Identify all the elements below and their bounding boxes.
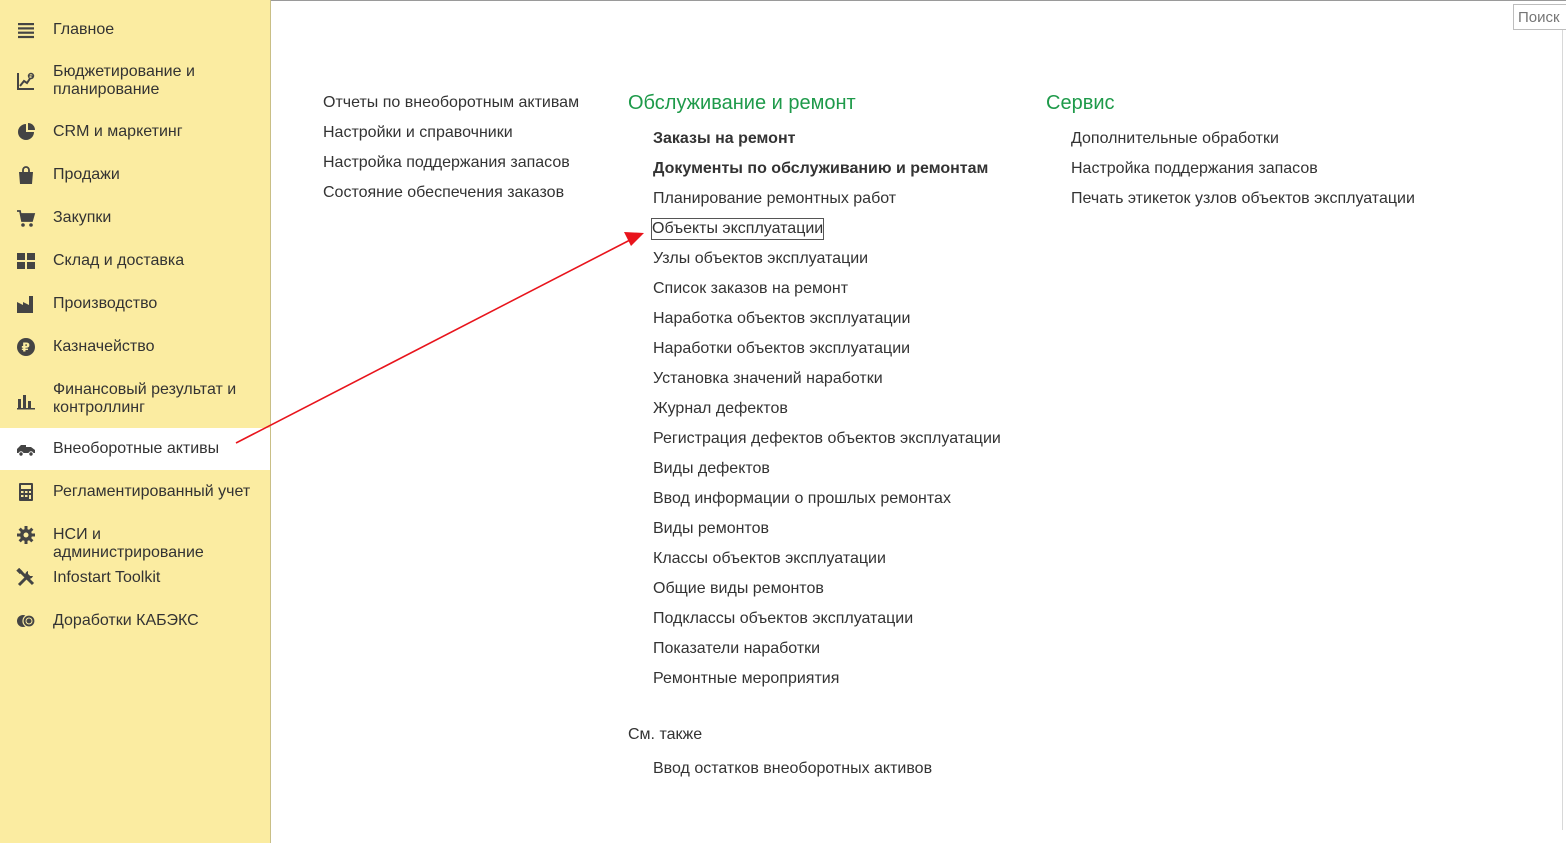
sidebar-item-label: Казначейство [53,338,155,355]
sidebar-item-label: Бюджетирование и планирование [53,63,195,98]
link-operating-time[interactable]: Наработка объектов эксплуатации [653,310,911,327]
sidebar-item-financial-result[interactable] [0,373,270,425]
link-service-stock-settings[interactable]: Настройка поддержания запасов [1071,160,1318,177]
link-repair-order-list[interactable]: Список заказов на ремонт [653,280,849,297]
sidebar-item-label: Закупки [53,209,112,226]
sidebar-item-label: Доработки КАБЭКС [53,612,199,629]
sidebar-item-label: Регламентированный учет [53,483,251,500]
sidebar-item-label: Внеоборотные активы [53,440,220,457]
link-settings-and-catalogs[interactable]: Настройки и справочники [323,124,513,141]
link-repair-orders[interactable]: Заказы на ремонт [653,130,796,147]
link-defect-journal[interactable]: Журнал дефектов [653,400,788,417]
link-operation-object-units[interactable]: Узлы объектов эксплуатации [653,250,869,267]
sidebar-item-regulated-accounting[interactable] [0,476,270,508]
link-maintenance-documents[interactable]: Документы по обслуживанию и ремонтам [653,160,989,177]
shopping-cart-icon [15,207,37,229]
link-set-operating-values[interactable]: Установка значений наработки [653,370,883,387]
truck-icon [15,438,37,460]
section-title-maintenance: Обслуживание и ремонт [628,92,856,114]
sidebar-item-label: Склад и доставка [53,252,185,269]
warehouse-grid-icon [15,250,37,272]
calculator-icon [15,481,37,503]
link-repair-activities[interactable]: Ремонтные мероприятия [653,670,840,687]
link-object-classes[interactable]: Классы объектов эксплуатации [653,550,886,567]
bar-chart-icon [15,389,37,411]
sidebar-item-label: Главное [53,21,115,38]
link-defect-registration[interactable]: Регистрация дефектов объектов эксплуатации [653,430,1001,447]
sidebar-item-treasury[interactable] [0,331,270,363]
budget-chart-icon [15,70,37,92]
link-order-provision-state[interactable]: Состояние обеспечения заказов [323,184,565,201]
pie-chart-icon [15,121,37,143]
sidebar-item-main[interactable] [0,14,270,46]
svg-text:₽: ₽ [29,74,33,80]
sidebar-item-budgeting[interactable] [0,56,270,106]
sidebar-item-production[interactable] [0,288,270,320]
tools-icon [15,567,37,589]
sidebar-item-kabeks[interactable] [0,605,270,637]
ruble-coin-icon [15,336,37,358]
link-operating-times[interactable]: Наработки объектов эксплуатации [653,340,911,357]
content-right-edge [1562,30,1563,830]
link-stock-maintenance-settings[interactable]: Настройка поддержания запасов [323,154,570,171]
link-additional-processing[interactable]: Дополнительные обработки [1071,130,1279,147]
link-defect-types[interactable]: Виды дефектов [653,460,770,477]
top-border [271,0,1566,1]
sidebar-item-infostart-toolkit[interactable] [0,562,270,594]
link-repair-planning[interactable]: Планирование ремонтных работ [653,190,897,207]
svg-text:₽: ₽ [21,340,30,355]
link-fixed-assets-balances[interactable]: Ввод остатков внеоборотных активов [653,760,933,777]
link-past-repairs-input[interactable]: Ввод информации о прошлых ремонтах [653,490,951,507]
shopping-bag-icon [15,164,37,186]
sidebar-item-label: Производство [53,295,158,312]
sidebar-item-label: Продажи [53,166,120,183]
link-print-unit-labels[interactable]: Печать этикеток узлов объектов эксплуатации [1071,190,1415,207]
link-operation-objects[interactable]: Объекты эксплуатации [652,220,824,237]
link-repair-types[interactable]: Виды ремонтов [653,520,769,537]
sidebar-item-warehouse[interactable] [0,245,270,277]
link-object-subclasses[interactable]: Подклассы объектов эксплуатации [653,610,914,627]
factory-icon [15,293,37,315]
sidebar-item-purchases[interactable] [0,202,270,234]
sidebar-item-sales[interactable] [0,159,270,191]
sidebar-item-crm[interactable] [0,116,270,148]
sidebar-item-label: НСИ и администрирование [53,526,204,561]
sidebar-item-label: CRM и маркетинг [53,123,183,140]
sidebar-item-label: Infostart Toolkit [53,569,161,586]
gear-icon [15,524,37,546]
sidebar-item-fixed-assets[interactable] [0,428,270,470]
section-title-service: Сервис [1046,92,1115,114]
link-operating-indicators[interactable]: Показатели наработки [653,640,821,657]
coins-icon [15,610,37,632]
link-general-repair-types[interactable]: Общие виды ремонтов [653,580,824,597]
search-input[interactable] [1513,4,1566,30]
sidebar-item-admin[interactable] [0,519,270,561]
menu-lines-icon [15,19,37,41]
link-fixed-assets-reports[interactable]: Отчеты по внеоборотным активам [323,94,580,111]
see-also-heading: См. также [628,726,703,743]
sidebar-item-label: Финансовый результат и контроллинг [53,381,237,416]
sections-sidebar [0,0,271,843]
